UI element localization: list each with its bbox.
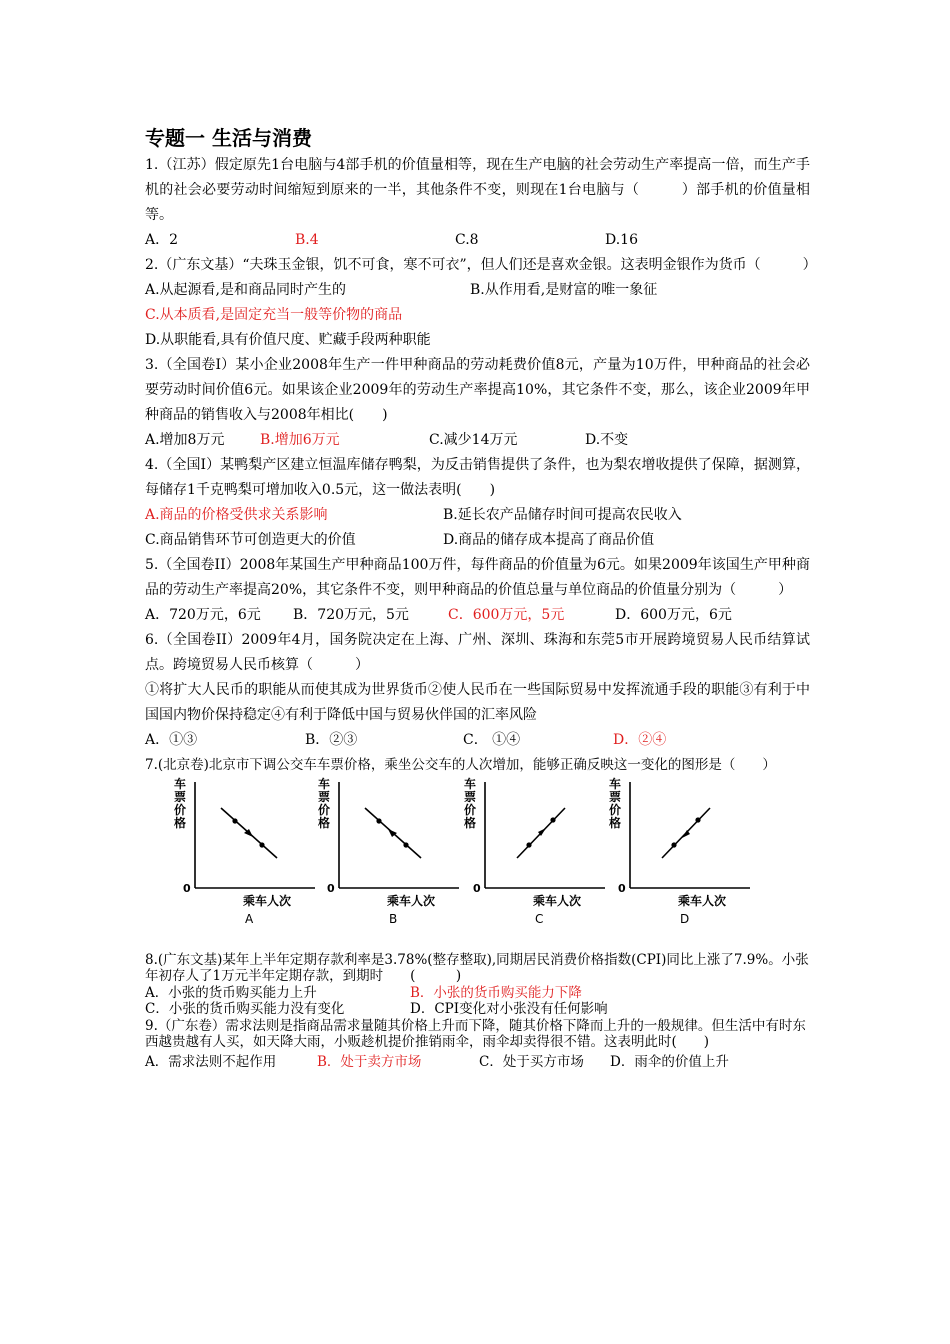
graph-b-origin: 0 xyxy=(327,881,335,895)
graph-b-letter: B xyxy=(389,911,398,926)
q1-option-c: C.8 xyxy=(455,232,479,248)
graph-a-y-label: 车票价格 xyxy=(173,776,186,830)
question-8-options-ab xyxy=(145,985,810,1002)
graph-b-point-1 xyxy=(376,818,381,823)
question-3-text: 3.（全国卷I）某小企业2008年生产一件甲种商品的劳动耗费价值8元，产量为10万件，甲种商品的社会必要劳动时间价值6元。如果该企业2009年的劳动生产率提高10%，其它条件不变，那么，该企业2009年甲种商品的销售收入与2008年相比( ) xyxy=(145,357,810,423)
graph-d-origin: 0 xyxy=(618,881,626,895)
question-1-text: 1.（江苏）假定原先1台电脑与4部手机的价值量相等，现在生产电脑的社会劳动生产率提高一倍，而生产手机的社会必要劳动时间缩短到原来的一半，其他条件不变，则现在1台电脑与（ ）部手机的价值量相等。 xyxy=(145,157,810,223)
graph-a-plot xyxy=(165,778,315,928)
graph-a xyxy=(165,778,315,928)
question-9-text: 9.（广东卷）需求法则是指商品需求量随其价格上升而下降，随其价格下降而上升的一般规律。但生活中有时东西越贵越有人买，如天降大雨，小贩趁机提价推销雨伞，雨伞却卖得很不错。这表明此时( ) xyxy=(145,1017,806,1050)
q4-option-b: B.延长农产品储存时间可提高农民收入 xyxy=(443,507,682,523)
question-6-options xyxy=(145,728,810,753)
question-5-text: 5.（全国卷II）2008年某国生产甲种商品100万件，每件商品的价值量为6元。如果2009年该国生产甲种商品的劳动生产率提高20%，其它条件不变，则甲种商品的价值总量与单位商品的价值量分别为（ ） xyxy=(145,557,810,598)
q6-option-b: B．②③ xyxy=(305,732,358,748)
graph-b xyxy=(309,778,459,928)
q5-option-a: A．720万元，6元 xyxy=(145,607,261,623)
graph-d-plot xyxy=(600,778,750,928)
graph-a-origin: 0 xyxy=(183,881,191,895)
q5-option-c-answer: C．600万元，5元 xyxy=(448,607,565,623)
question-4-options-ab xyxy=(145,503,810,528)
graph-c-point-2 xyxy=(550,817,555,822)
graph-b-x-label: 乘车人次 xyxy=(387,893,436,908)
graph-d-x-label: 乘车人次 xyxy=(678,893,727,908)
question-2-options-ab xyxy=(145,278,810,303)
q2-option-b: B.从作用看,是财富的唯一象征 xyxy=(470,282,658,298)
q9-option-a: A．需求法则不起作用 xyxy=(145,1053,277,1070)
q8-option-d: D．CPI变化对小张没有任何影响 xyxy=(410,1001,608,1017)
q1-option-a: A．2 xyxy=(145,232,179,248)
graph-c xyxy=(455,778,605,928)
question-5-options xyxy=(145,603,810,628)
question-8-text: 8.(广东文基)某年上半年定期存款利率是3.78%(整存整取),同期居民消费价格指数(CPI)同比上涨了7.9%。小张年初存人了1万元半年定期存款，到期时 ( ) xyxy=(145,951,809,984)
graph-a-x-label: 乘车人次 xyxy=(243,893,292,908)
q2-option-a: A.从起源看,是和商品同时产生的 xyxy=(145,282,347,298)
graph-c-letter: C xyxy=(535,911,544,926)
question-7-text: 7.(北京卷)北京市下调公交车车票价格，乘坐公交车的人次增加，能够正确反映这一变化的图形是（ ） xyxy=(145,757,776,773)
graph-a-letter: A xyxy=(245,911,254,926)
page-title: 专题一 生活与消费 xyxy=(145,126,312,150)
q8-option-a: A．小张的货币购买能力上升 xyxy=(145,984,317,1001)
q1-option-d: D.16 xyxy=(605,232,638,248)
question-6-statements: ①将扩大人民币的职能从而使其成为世界货币②使人民币在一些国际贸易中发挥流通手段的职能③有利于中国国内物价保持稳定④有利于降低中国与贸易伙伴国的汇率风险 xyxy=(145,682,810,723)
question-4-options-cd xyxy=(145,528,810,553)
question-1-options xyxy=(145,228,810,253)
graph-d xyxy=(600,778,750,928)
q3-option-d: D.不变 xyxy=(585,432,629,448)
q4-option-a-answer: A.商品的价格受供求关系影响 xyxy=(145,507,328,523)
graph-c-x-label: 乘车人次 xyxy=(533,893,582,908)
q8-option-c: C．小张的货币购买能力没有变化 xyxy=(145,1001,345,1017)
graph-c-plot xyxy=(455,778,605,928)
question-3-options xyxy=(145,428,810,453)
graph-b-y-label: 车票价格 xyxy=(317,776,330,830)
question-9-options xyxy=(145,1054,810,1071)
q9-option-d: D．雨伞的价值上升 xyxy=(610,1053,729,1070)
q2-option-d: D.从职能看,具有价值尺度、贮藏手段两种职能 xyxy=(145,332,431,348)
graph-b-point-2 xyxy=(403,842,408,847)
graph-c-y-label: 车票价格 xyxy=(463,776,476,830)
q2-option-c-answer: C.从本质看,是固定充当一般等价物的商品 xyxy=(145,307,403,323)
q9-option-c: C．处于买方市场 xyxy=(479,1053,584,1070)
q4-option-d: D.商品的储存成本提高了商品价值 xyxy=(443,532,655,548)
question-4-text: 4.（全国I）某鸭梨产区建立恒温库储存鸭梨，为反击销售提供了条件，也为梨农增收提供了保障，据测算，每储存1千克鸭梨可增加收入0.5元，这一做法表明( ) xyxy=(145,457,810,498)
q4-option-c: C.商品销售环节可创造更大的价值 xyxy=(145,532,356,548)
q3-option-b-answer: B.增加6万元 xyxy=(260,432,340,448)
graph-d-letter: D xyxy=(680,911,690,926)
q5-option-d: D．600万元，6元 xyxy=(615,607,732,623)
graph-a-point-1 xyxy=(232,818,237,823)
q5-option-b: B．720万元，5元 xyxy=(293,607,409,623)
graph-b-plot xyxy=(309,778,459,928)
graph-a-point-2 xyxy=(259,842,264,847)
q3-option-a: A.增加8万元 xyxy=(145,432,225,448)
graph-c-point-1 xyxy=(526,842,531,847)
q6-option-d-answer: D．②④ xyxy=(613,732,667,748)
question-6-text: 6.（全国卷II）2009年4月，国务院决定在上海、广州、深圳、珠海和东莞5市开展跨境贸易人民币结算试点。跨境贸易人民币核算（ ） xyxy=(145,632,810,673)
q3-option-c: C.减少14万元 xyxy=(429,432,518,448)
graph-d-point-1 xyxy=(671,842,676,847)
q1-option-b-answer: B.4 xyxy=(295,232,319,248)
document-page xyxy=(145,125,817,1070)
question-7-graphs xyxy=(145,778,810,928)
graph-c-origin: 0 xyxy=(473,881,481,895)
question-2-text: 2.（广东文基）“夫珠玉金银，饥不可食，寒不可衣”，但人们还是喜欢金银。这表明金银作为货币（ ） xyxy=(145,257,817,273)
graph-d-point-2 xyxy=(695,817,700,822)
graph-d-y-label: 车票价格 xyxy=(608,776,621,830)
q9-option-b-answer: B．处于卖方市场 xyxy=(317,1053,422,1070)
question-8-options-cd xyxy=(145,1001,810,1018)
q6-option-a: A．①③ xyxy=(145,732,198,748)
q8-option-b-answer: B．小张的货币购买能力下降 xyxy=(410,984,582,1001)
q6-option-c: C． ①④ xyxy=(463,732,521,748)
